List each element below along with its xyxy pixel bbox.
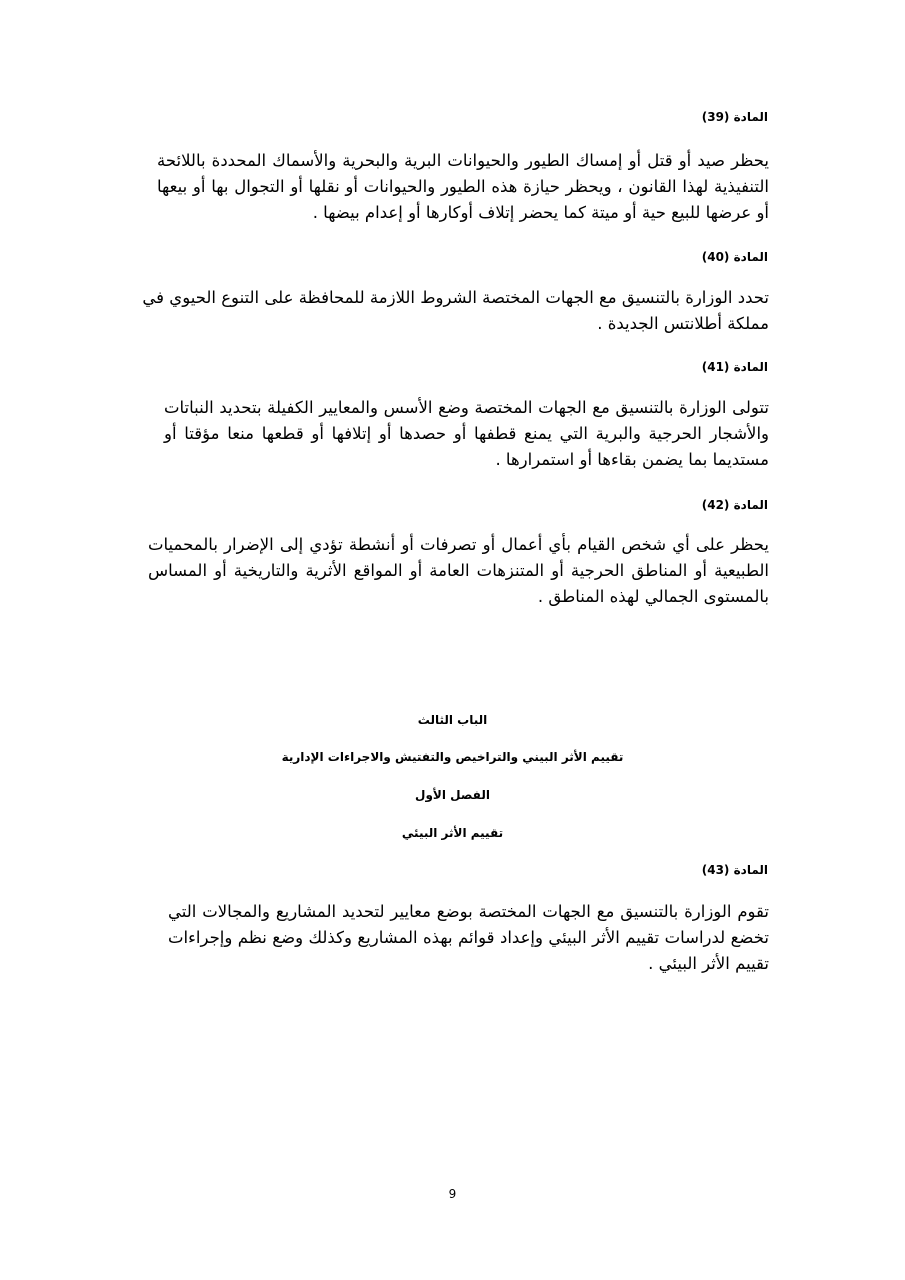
article-43-line-1: تقوم الوزارة بالتنسيق مع الجهات المختصة بوضع معايير لتحديد المشاريع والمجالات التي — [168, 902, 769, 921]
article-39-line-3: أو عرضها للبيع حية أو ميتة كما يحضر إتلاف أوكارها أو إعدام بيضها . — [312, 203, 769, 222]
article-42-text — [148, 532, 769, 610]
article-40-line-2: مملكة أطلانتس الجديدة . — [597, 314, 769, 333]
article-43-title: المادة (43) — [701, 863, 768, 877]
article-41-line-3: مستديما بما يضمن بقاءها أو استمرارها . — [495, 450, 769, 469]
article-42-title: المادة (42) — [701, 498, 768, 512]
article-42-line-1: يحظر على أي شخص القيام بأي أعمال أو تصرفات أو أنشطة تؤدي إلى الإضرار بالمحميات — [148, 535, 769, 554]
article-40-title: المادة (40) — [701, 250, 768, 264]
article-41-line-2: والأشجار الحرجية والبرية التي يمنع قطفها أو حصدها أو إتلافها أو قطعها منعا مؤقتا أو — [164, 424, 769, 443]
article-43-line-3: تقييم الأثر البيئي . — [648, 954, 769, 973]
chapter-title: تقييم الأثر البيئي — [401, 826, 504, 840]
article-39-title: المادة (39) — [701, 110, 768, 124]
part-heading: الباب الثالث — [417, 713, 488, 727]
article-39-line-2: التنفيذية لهذا القانون ، ويحظر حيازة هذه الطيور والحيوانات أو نقلها أو التجوال بها أو بيعها — [157, 177, 769, 196]
article-43-line-2: تخضع لدراسات تقييم الأثر البيئي وإعداد قوائم بهذه المشاريع وكذلك وضع نظم وإجراءات — [168, 928, 769, 947]
page-number: 9 — [448, 1187, 457, 1201]
article-39-text — [157, 148, 769, 226]
part-title: تقييم الأثر البيني والتراخيص والتفتيش والاجراءات الإدارية — [281, 750, 624, 764]
article-42-line-3: بالمستوى الجمالي لهذه المناطق . — [537, 587, 769, 606]
article-42-line-2: الطبيعية أو المناطق الحرجية أو المتنزهات العامة أو المواقع الأثرية والتاريخية أو المساس — [148, 561, 769, 580]
article-41-text — [164, 395, 769, 473]
article-41-title: المادة (41) — [701, 360, 768, 374]
article-41-line-1: تتولى الوزارة بالتنسيق مع الجهات المختصة وضع الأسس والمعايير الكفيلة بتحديد النباتات — [164, 398, 769, 417]
article-40-line-1: تحدد الوزارة بالتنسيق مع الجهات المختصة الشروط اللازمة للمحافظة على التنوع الحيوي في — [142, 288, 769, 307]
article-40-text — [143, 285, 769, 337]
article-43-text — [168, 899, 769, 977]
chapter-heading: الفصل الأول — [415, 788, 490, 802]
article-39-line-1: يحظر صيد أو قتل أو إمساك الطيور والحيوانات البرية والبحرية والأسماك المحددة باللائحة — [157, 151, 769, 170]
